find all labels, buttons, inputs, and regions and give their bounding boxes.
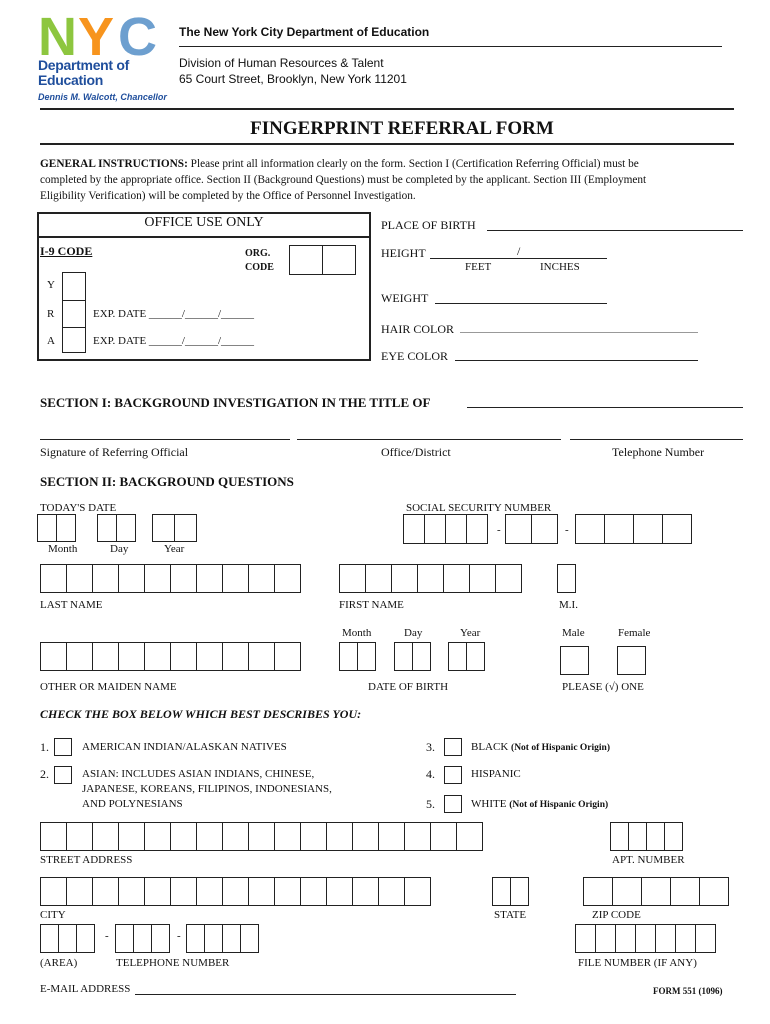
female-label: Female [618,627,651,639]
street-address-box-8[interactable] [222,822,249,851]
file-number-box-3[interactable] [615,924,636,953]
sex-male-box-1[interactable] [560,646,589,675]
eth-1-checkbox[interactable] [54,738,72,756]
office-district-label: Office/District [381,445,451,459]
i9-r-box[interactable] [62,300,86,328]
eth-3-note: (Not of Hispanic Origin) [511,743,610,753]
todays-date-label: TODAY'S DATE [40,502,117,514]
street-address-box-1[interactable] [40,822,67,851]
hair-color-field[interactable] [460,332,698,333]
phone-line-box-1[interactable] [186,924,205,953]
street-address-label: STREET ADDRESS [40,854,133,866]
city-box-1[interactable] [40,877,67,906]
inches-label: INCHES [540,261,580,273]
eth-4-number: 4. [426,767,435,781]
org-code-box-2[interactable] [322,245,356,275]
state-box-2[interactable] [510,877,529,906]
ssn-dash-2: - [565,524,569,536]
phone-line-box-3[interactable] [222,924,241,953]
ssn-serial-box-2[interactable] [604,514,634,544]
city-box-6[interactable] [170,877,197,906]
section1-title: SECTION I: BACKGROUND INVESTIGATION IN THE TITLE OF [40,395,431,410]
i9-a-label: A [47,335,55,347]
zip-code-box-1[interactable] [583,877,613,906]
division: Division of Human Resources & Talent [179,56,384,70]
title-of-field[interactable] [467,407,743,408]
phone-prefix-box-3[interactable] [151,924,170,953]
eye-color-label: EYE COLOR [381,349,448,363]
eth-5-checkbox[interactable] [444,795,462,813]
logo-letter-c: C [118,7,154,67]
phone-area-box-2[interactable] [58,924,77,953]
eye-color-field[interactable] [455,360,698,361]
sex-female-box-1[interactable] [617,646,646,675]
eth-4-label: HISPANIC [471,768,521,780]
weight-field[interactable] [435,303,607,304]
logo-letter-n: N [38,7,74,67]
first-name-box-3[interactable] [391,564,418,593]
other-name-box-1[interactable] [40,642,67,671]
eth-4-checkbox[interactable] [444,766,462,784]
eth-5-text: WHITE [471,798,507,810]
eth-2-label-2: JAPANESE, KOREANS, FILIPINOS, INDONESIANS, [82,783,332,795]
ssn-area-box-3[interactable] [445,514,467,544]
feet-label: FEET [465,261,492,273]
dept-name-line1: Department of [38,57,129,73]
street-address-box-6[interactable] [170,822,197,851]
instructions-line3: Eligibility Verification) will be completed by the Office of Personnel Investigation. [40,190,416,202]
form-number: FORM 551 (1096) [653,986,723,996]
eth-1-number: 1. [40,740,49,754]
street-address-box-17[interactable] [456,822,483,851]
hair-color-label: HAIR COLOR [381,322,455,336]
i9-y-box[interactable] [62,272,86,301]
eth-3-label [471,741,610,753]
city-box-15[interactable] [404,877,431,906]
file-number-label: FILE NUMBER (IF ANY) [578,957,697,969]
other-name-box-10[interactable] [274,642,301,671]
phone-prefix-box-1[interactable] [115,924,134,953]
city-box-3[interactable] [92,877,119,906]
eth-3-number: 3. [426,740,435,754]
today-month-label: Month [48,543,78,555]
last-name-label: LAST NAME [40,599,103,611]
area-label: (AREA) [40,957,78,969]
eth-2-label-1: ASIAN: INCLUDES ASIAN INDIANS, CHINESE, [82,768,315,780]
ssn-label: SOCIAL SECURITY NUMBER [406,502,552,514]
last-name-box-2[interactable] [66,564,93,593]
telephone-label: TELEPHONE NUMBER [116,957,230,969]
phone-line-box-4[interactable] [240,924,259,953]
other-name-box-9[interactable] [248,642,275,671]
last-name-box-4[interactable] [118,564,145,593]
dob-month-box-2[interactable] [357,642,376,671]
dob-year-box-2[interactable] [466,642,485,671]
city-box-4[interactable] [118,877,145,906]
today-year-box-2[interactable] [174,514,197,542]
place-of-birth-label: PLACE OF BIRTH [381,218,476,232]
eth-3-checkbox[interactable] [444,738,462,756]
city-box-11[interactable] [300,877,327,906]
city-box-2[interactable] [66,877,93,906]
city-box-9[interactable] [248,877,275,906]
middle-initial-box-1[interactable] [557,564,576,593]
city-box-5[interactable] [144,877,171,906]
city-box-12[interactable] [326,877,353,906]
other-name-box-3[interactable] [92,642,119,671]
first-name-box-2[interactable] [365,564,392,593]
i9-y-label: Y [47,279,55,291]
other-name-box-8[interactable] [222,642,249,671]
office-use-title: OFFICE USE ONLY [144,215,264,230]
street-address-box-10[interactable] [274,822,301,851]
file-number-box-2[interactable] [595,924,616,953]
eth-2-label-3: AND POLYNESIANS [82,798,183,810]
chancellor: Dennis M. Walcott, Chancellor [38,92,167,102]
phone-dash-1: - [105,930,109,942]
first-name-box-7[interactable] [495,564,522,593]
city-box-14[interactable] [378,877,405,906]
other-name-label: OTHER OR MAIDEN NAME [40,681,177,693]
last-name-box-10[interactable] [274,564,301,593]
city-box-7[interactable] [196,877,223,906]
apt-number-box-1[interactable] [610,822,629,851]
ssn-serial-box-4[interactable] [662,514,692,544]
phone-area-box-1[interactable] [40,924,59,953]
street-address-box-13[interactable] [352,822,379,851]
dob-day-label: Day [404,627,423,639]
today-day-label: Day [110,543,129,555]
file-number-box-5[interactable] [655,924,676,953]
first-name-box-1[interactable] [339,564,366,593]
street-address-box-12[interactable] [326,822,353,851]
eth-5-note: (Not of Hispanic Origin) [509,800,609,810]
male-label: Male [562,627,585,639]
office-district-field[interactable] [297,439,561,440]
file-number-box-6[interactable] [675,924,696,953]
city-label: CITY [40,909,66,921]
weight-label: WEIGHT [381,291,429,305]
height-slash: / [517,244,521,258]
today-day-box-1[interactable] [97,514,117,542]
general-instructions [40,156,740,204]
eth-2-number: 2. [40,767,49,781]
last-name-box-1[interactable] [40,564,67,593]
eth-5-number: 5. [426,797,435,811]
street-address-box-4[interactable] [118,822,145,851]
phone-area-box-3[interactable] [76,924,95,953]
signature-label: Signature of Referring Official [40,445,189,459]
ssn-dash-1: - [497,524,501,536]
today-day-box-2[interactable] [116,514,136,542]
ssn-group-box-2[interactable] [531,514,558,544]
phone-line-box-2[interactable] [204,924,223,953]
zip-code-box-3[interactable] [641,877,671,906]
street-address-box-3[interactable] [92,822,119,851]
eth-3-text: BLACK [471,741,509,753]
org-code-box-1[interactable] [289,245,323,275]
city-box-10[interactable] [274,877,301,906]
today-month-box-1[interactable] [37,514,57,542]
apt-number-box-4[interactable] [664,822,683,851]
zip-code-label: ZIP CODE [592,909,641,921]
file-number-box-1[interactable] [575,924,596,953]
last-name-box-5[interactable] [144,564,171,593]
mi-label: M.I. [559,599,578,611]
referring-telephone-field[interactable] [570,439,743,440]
other-name-box-2[interactable] [66,642,93,671]
dept-name-line2: Education [38,72,103,88]
org-code-label-1: ORG. [245,248,271,259]
office-use-header-rule [37,236,371,238]
state-label: STATE [494,909,527,921]
eth-2-checkbox[interactable] [54,766,72,784]
city-box-8[interactable] [222,877,249,906]
ethnicity-heading: CHECK THE BOX BELOW WHICH BEST DESCRIBES YOU: [40,707,362,721]
zip-code-box-2[interactable] [612,877,642,906]
i9-code-label: I-9 CODE [40,244,93,258]
city-box-13[interactable] [352,877,379,906]
ssn-group-box-1[interactable] [505,514,532,544]
phone-dash-2: - [177,930,181,942]
zip-code-box-4[interactable] [670,877,700,906]
apt-number-box-3[interactable] [646,822,665,851]
today-year-label: Year [164,543,185,555]
state-box-1[interactable] [492,877,511,906]
email-label: E-MAIL ADDRESS [40,983,131,995]
dob-month-label: Month [342,627,372,639]
first-name-label: FIRST NAME [339,599,404,611]
last-name-box-6[interactable] [170,564,197,593]
today-month-box-2[interactable] [56,514,76,542]
header-address: 65 Court Street, Brooklyn, New York 11201 [179,72,407,86]
street-address-box-9[interactable] [248,822,275,851]
dob-year-box-1[interactable] [448,642,467,671]
place-of-birth-field[interactable] [487,230,743,231]
zip-code-box-5[interactable] [699,877,729,906]
section2-title: SECTION II: BACKGROUND QUESTIONS [40,474,294,489]
page-title: FINGERPRINT REFERRAL FORM [250,118,554,139]
header-rule [179,46,722,47]
ssn-area-box-1[interactable] [403,514,425,544]
signature-field[interactable] [40,439,290,440]
first-name-box-5[interactable] [443,564,470,593]
last-name-box-3[interactable] [92,564,119,593]
height-label: HEIGHT [381,246,426,260]
email-field[interactable] [135,994,516,995]
eth-5-label [471,798,608,810]
org-code-label-2: CODE [245,262,274,273]
dob-day-box-1[interactable] [394,642,413,671]
file-number-box-7[interactable] [695,924,716,953]
street-address-box-7[interactable] [196,822,223,851]
apt-number-label: APT. NUMBER [612,854,685,866]
title-top-rule [40,108,734,110]
first-name-box-6[interactable] [469,564,496,593]
other-name-box-7[interactable] [196,642,223,671]
please-one-label: PLEASE (√) ONE [562,681,644,693]
ssn-area-box-2[interactable] [424,514,446,544]
ssn-serial-box-1[interactable] [575,514,605,544]
dob-label: DATE OF BIRTH [368,681,449,693]
other-name-box-6[interactable] [170,642,197,671]
street-address-box-11[interactable] [300,822,327,851]
instructions-line1: Please print all information clearly on the form. Section I (Certification Referring Official) must be [190,158,639,170]
ssn-serial-box-3[interactable] [633,514,663,544]
street-address-box-16[interactable] [430,822,457,851]
first-name-box-4[interactable] [417,564,444,593]
file-number-box-4[interactable] [635,924,656,953]
last-name-box-7[interactable] [196,564,223,593]
logo-letter-y: Y [78,7,112,67]
dob-year-label: Year [460,627,481,639]
last-name-box-8[interactable] [222,564,249,593]
street-address-box-2[interactable] [66,822,93,851]
ssn-area-box-4[interactable] [466,514,488,544]
phone-prefix-box-2[interactable] [133,924,152,953]
street-address-box-14[interactable] [378,822,405,851]
org-name: The New York City Department of Education [179,25,430,39]
apt-number-box-2[interactable] [628,822,647,851]
other-name-box-4[interactable] [118,642,145,671]
i9-a-box[interactable] [62,327,86,353]
dob-day-box-2[interactable] [412,642,431,671]
title-bottom-rule [40,143,734,145]
i9-r-label: R [47,308,55,320]
today-year-box-1[interactable] [152,514,175,542]
i9-a-exp-date: EXP. DATE ______/______/______ [93,335,255,347]
instructions-label: GENERAL INSTRUCTIONS: [40,158,188,170]
i9-r-exp-date: EXP. DATE ______/______/______ [93,308,255,320]
telephone-number-label: Telephone Number [612,445,705,459]
street-address-box-5[interactable] [144,822,171,851]
street-address-box-15[interactable] [404,822,431,851]
eth-1-label: AMERICAN INDIAN/ALASKAN NATIVES [82,741,287,753]
instructions-line2: completed by the appropriate office. Section II (Background Questions) must be completed by the applicant. Section III (Employment [40,174,647,186]
other-name-box-5[interactable] [144,642,171,671]
last-name-box-9[interactable] [248,564,275,593]
dob-month-box-1[interactable] [339,642,358,671]
